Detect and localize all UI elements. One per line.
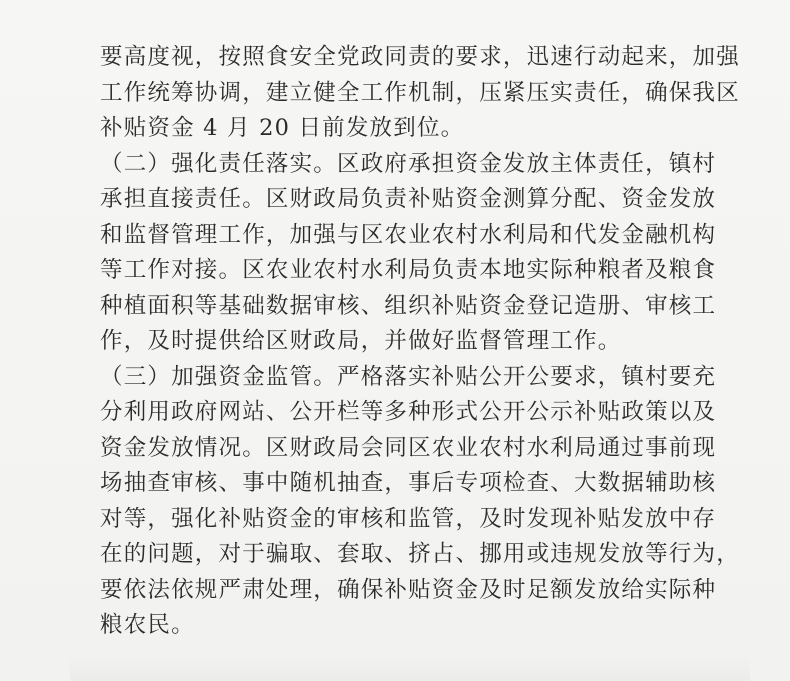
text-line-11: 分利用政府网站、公开栏等多种形式公开公示补贴政策以及 (100, 399, 717, 425)
text-line-8: 种植面积等基础数据审核、组织补贴资金登记造册、审核工 (100, 292, 717, 319)
text-line-9: 作，及时提供给区财政局，并做好监督管理工作。 (100, 328, 622, 354)
text-line-7: 等工作对接。区农业农村水利局负责本地实际种粮者及粮食 (100, 257, 717, 283)
text-line-14: 对等，强化补贴资金的审核和监管，及时发现补贴发放中存 (100, 505, 717, 532)
text-line-17: 粮农民。 (100, 612, 195, 638)
text-line-6: 和监督管理工作，加强与区农业农村水利局和代发金融机构 (100, 221, 717, 248)
bottom-scan-shadow (70, 655, 750, 681)
text-line-2: 工作统筹协调，建立健全工作机制，压紧压实责任，确保我区 (100, 79, 740, 106)
text-line-1: 要高度视，按照食安全党政同责的要求，迅速行动起来，加强 (100, 44, 740, 70)
text-line-4: （二）强化责任落实。区政府承担资金发放主体责任，镇村 (100, 150, 717, 177)
text-line-3: 补贴资金 4 月 20 日前发放到位。 (100, 115, 465, 141)
text-line-13: 场抽查审核、事中随机抽查，事后专项检查、大数据辅助核 (100, 470, 717, 496)
text-line-15: 在的问题，对于骗取、套取、挤占、挪用或违规发放等行为， (100, 541, 740, 567)
document-body (100, 40, 740, 644)
text-line-12: 资金发放情况。区财政局会同区农业农村水利局通过事前现 (100, 434, 717, 461)
text-line-5: 承担直接责任。区财政局负责补贴资金测算分配、资金发放 (100, 186, 717, 212)
text-line-16: 要依法依规严肃处理，确保补贴资金及时足额发放给实际种 (100, 576, 717, 603)
text-line-10: （三）加强资金监管。严格落实补贴公开公要求，镇村要充 (100, 363, 717, 390)
